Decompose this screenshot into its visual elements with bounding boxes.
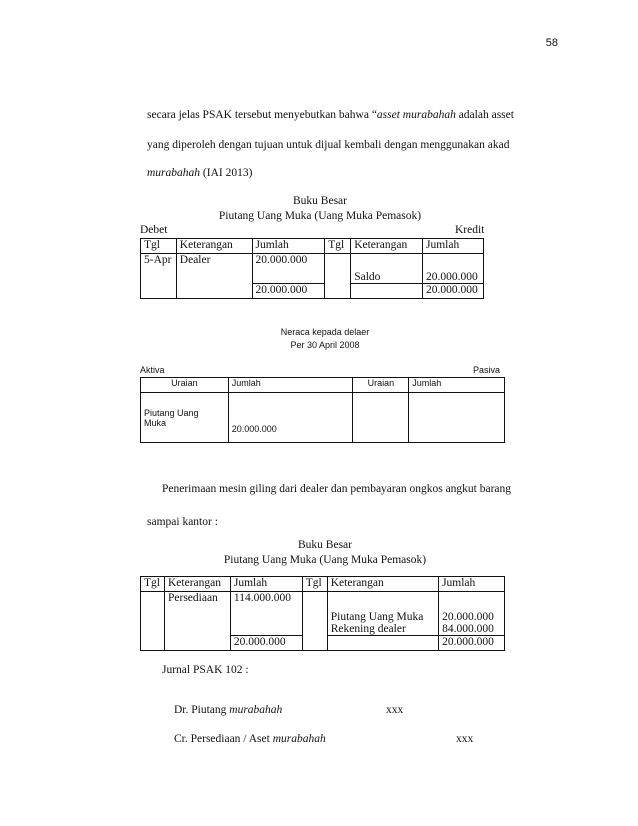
ledger-title: Buku Besar bbox=[298, 539, 352, 551]
desc-cell bbox=[351, 284, 423, 299]
neraca-subtitle: Per 30 April 2008 bbox=[290, 340, 360, 350]
jurnal-credit-amount: xxx bbox=[456, 733, 474, 745]
amount-line: 84.000.000 bbox=[442, 623, 494, 635]
desc-cell bbox=[327, 636, 438, 651]
desc-cell bbox=[327, 592, 438, 636]
page-number: 58 bbox=[545, 37, 558, 49]
amount-cell: 114.000.000 bbox=[230, 592, 302, 636]
paragraph-line: yang diperoleh dengan tujuan untuk dijual kembali dengan menggunakan akad bbox=[147, 139, 510, 151]
desc-cell: Persediaan bbox=[164, 592, 230, 651]
text-run: secara jelas PSAK tersebut menyebutkan bahwa “ bbox=[147, 109, 377, 121]
paragraph-line: sampai kantor : bbox=[147, 516, 218, 528]
col-header: Jumlah bbox=[230, 577, 302, 592]
neraca-title: Neraca kepada delaer bbox=[280, 327, 370, 337]
ledger-subtitle: Piutang Uang Muka (Uang Muka Pemasok) bbox=[223, 554, 427, 566]
text-run: (IAI 2013) bbox=[200, 167, 253, 179]
col-header: Uraian bbox=[353, 378, 409, 393]
entry-label: Cr. Persediaan / Aset bbox=[174, 733, 273, 745]
aktiva-label: Aktiva bbox=[140, 365, 165, 375]
total-cell: 20.000.000 bbox=[230, 636, 302, 651]
item-cell bbox=[353, 393, 409, 443]
item-line: Muka bbox=[144, 417, 167, 428]
ledger-subtitle: Piutang Uang Muka (Uang Muka Pemasok) bbox=[218, 210, 422, 222]
desc-cell: Dealer bbox=[176, 254, 252, 299]
jurnal-credit-entry bbox=[174, 733, 326, 745]
desc-line: Rekening dealer bbox=[330, 623, 406, 635]
italic-term: murabahah bbox=[229, 704, 283, 716]
amount-cell: 20.000.000 bbox=[422, 254, 483, 284]
col-header: Tgl bbox=[141, 577, 165, 592]
desc-line: Piutang Uang Muka bbox=[330, 611, 424, 623]
debet-label: Debet bbox=[140, 224, 168, 236]
item-cell bbox=[141, 393, 229, 443]
ledger-table bbox=[140, 238, 484, 299]
col-header: Tgl bbox=[302, 577, 327, 592]
paragraph-line: Penerimaan mesin giling dari dealer dan pembayaran ongkos angkut barang bbox=[162, 483, 512, 495]
total-cell: 20.000.000 bbox=[422, 284, 483, 299]
col-header: Keterangan bbox=[176, 239, 252, 254]
jurnal-debit-entry bbox=[174, 704, 282, 716]
item-line: Piutang Uang bbox=[144, 407, 199, 418]
pasiva-label: Pasiva bbox=[473, 365, 501, 375]
date-cell bbox=[141, 592, 165, 651]
total-cell: 20.000.000 bbox=[439, 636, 505, 651]
amount-cell: 20.000.000 bbox=[252, 254, 325, 284]
amount-line: 20.000.000 bbox=[442, 611, 494, 623]
col-header: Jumlah bbox=[439, 577, 505, 592]
amount-cell bbox=[409, 393, 505, 443]
jurnal-title: Jurnal PSAK 102 : bbox=[162, 664, 249, 676]
amount-cell bbox=[439, 592, 505, 636]
desc-cell: Saldo bbox=[351, 254, 423, 284]
ledger-title: Buku Besar bbox=[293, 195, 347, 207]
col-header: Keterangan bbox=[164, 577, 230, 592]
date-cell bbox=[325, 254, 351, 299]
text-run: adalah asset bbox=[455, 109, 514, 121]
italic-term: murabahah bbox=[147, 167, 201, 179]
neraca-table bbox=[140, 377, 505, 443]
italic-term: asset murabahah bbox=[376, 109, 456, 121]
col-header: Tgl bbox=[325, 239, 351, 254]
italic-term: murabahah bbox=[272, 733, 326, 745]
col-header: Jumlah bbox=[422, 239, 483, 254]
col-header: Uraian bbox=[141, 378, 229, 393]
col-header: Jumlah bbox=[228, 378, 353, 393]
amount-cell: 20.000.000 bbox=[228, 393, 353, 443]
entry-label: Dr. Piutang bbox=[174, 704, 230, 716]
col-header: Keterangan bbox=[327, 577, 438, 592]
date-cell bbox=[302, 592, 327, 651]
paragraph-line bbox=[147, 166, 527, 180]
total-cell: 20.000.000 bbox=[252, 284, 325, 299]
kredit-label: Kredit bbox=[455, 224, 485, 236]
jurnal-debit-amount: xxx bbox=[386, 704, 404, 716]
ledger-table bbox=[140, 576, 505, 651]
col-header: Jumlah bbox=[252, 239, 325, 254]
paragraph-line bbox=[147, 108, 527, 122]
col-header: Tgl bbox=[141, 239, 177, 254]
col-header: Keterangan bbox=[351, 239, 423, 254]
col-header: Jumlah bbox=[409, 378, 505, 393]
date-cell: 5-Apr bbox=[141, 254, 177, 299]
